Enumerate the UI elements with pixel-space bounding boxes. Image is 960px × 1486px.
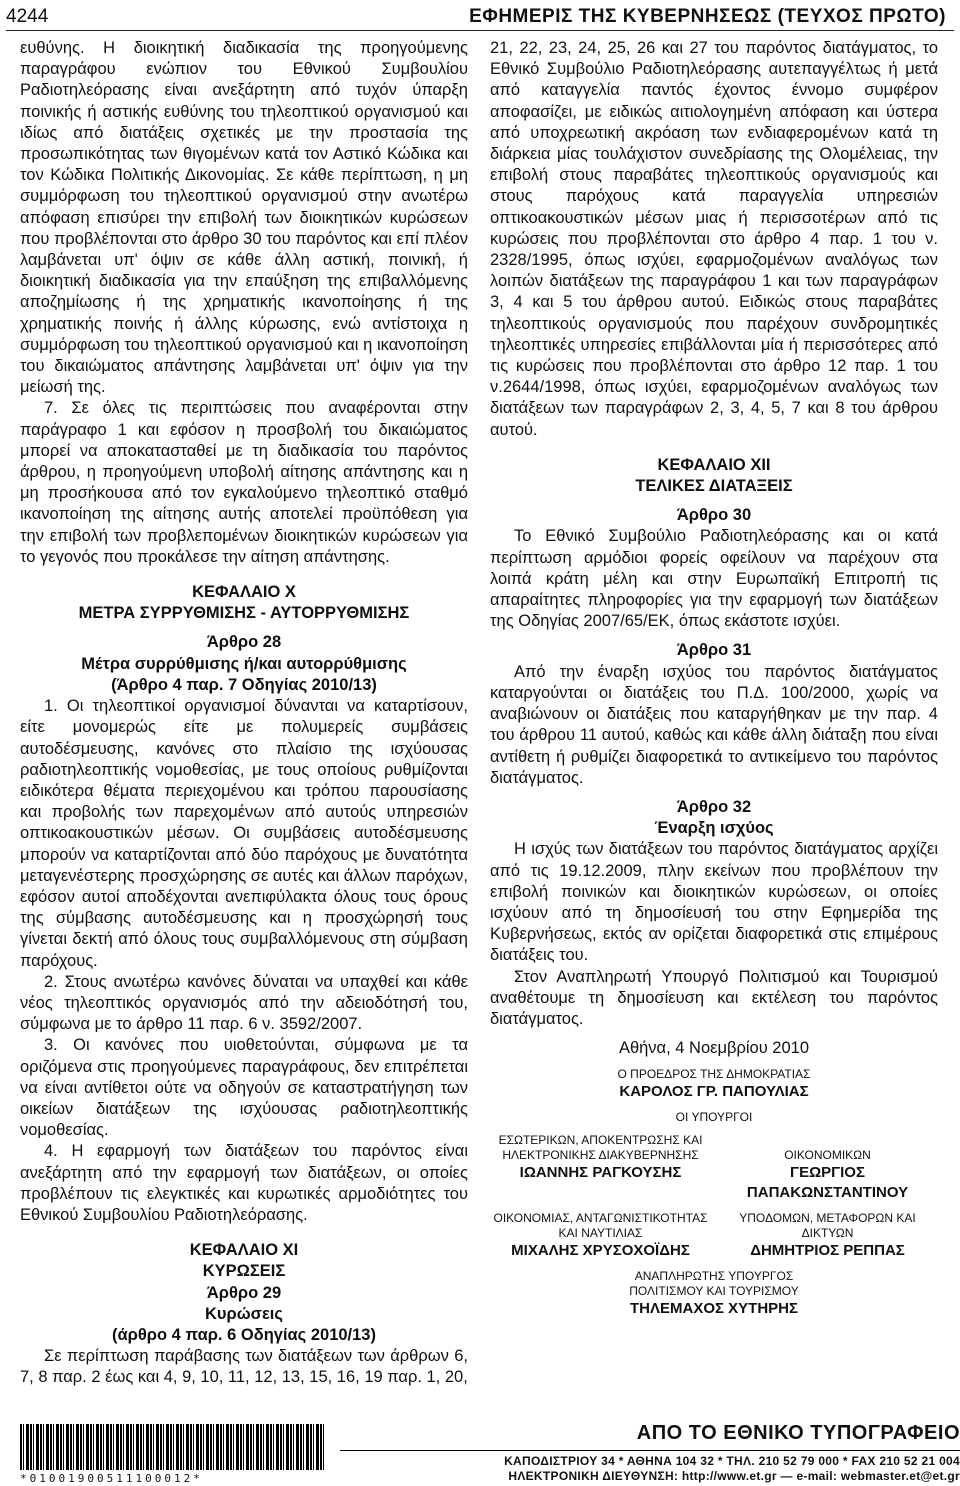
chapter-11-title: ΚΕΦΑΛΑΙΟ ΧΙ <box>189 1241 299 1260</box>
minister-1-name: ΙΩΑΝΝΗΣ ΡΑΓΚΟΥΣΗΣ <box>519 1164 682 1182</box>
ministers-label: ΟΙ ΥΠΟΥΡΓΟΙ <box>675 1110 753 1125</box>
minister-5-name: ΤΗΛΕΜΑΧΟΣ ΧΥΤΗΡΗΣ <box>629 1300 799 1318</box>
barcode <box>20 1424 326 1470</box>
article-31-title: Άρθρο 31 <box>676 641 752 660</box>
chapter-12-subtitle: ΤΕΛΙΚΕΣ ΔΙΑΤΑΞΕΙΣ <box>635 477 793 496</box>
article-30-title: Άρθρο 30 <box>676 506 752 525</box>
minister-5-role: ΑΝΑΠΛΗΡΩΤΗΣ ΥΠΟΥΡΓΟΣ ΠΟΛΙΤΙΣΜΟΥ ΚΑΙ ΤΟΥΡΙΣΜΟΥ <box>629 1269 799 1299</box>
article-28-paragraph-4: 4. Η εφαρμογή των διατάξεων του παρόντος είναι ανεξάρτητη από την εφαρμογή των διατάξεων, οι οποίες προβλέπουν τις ελεγκτικές και κυρωτικές αρμοδιότητες του Εθνικού Συμβουλίου Ραδιοτηλεόρασης. <box>20 1142 468 1224</box>
barcode-number: *01001900511100012* <box>20 1472 203 1485</box>
minister-2-name: ΓΕΩΡΓΙΟΣ ΠΑΠΑΚΩΝΣΤΑΝΤΙΝΟΥ <box>746 1164 909 1202</box>
article-28-subtitle: Μέτρα συρρύθμισης ή/και αυτορρύθμισης <box>81 654 407 673</box>
article-28-paragraph-3: 3. Οι κανόνες που υιοθετούνται, σύμφωνα με τα οριζόμενα στις προηγούμενες παραγράφους, δεν επιτρέπεται να είναι αντίθετοι ούτε να οδηγούν σε καταστρατήγηση των οικείων διατάξεων της ισχύουσας ραδιοτηλεοπτικής νομοθεσίας. <box>20 1036 468 1140</box>
chapter-12-title: ΚΕΦΑΛΑΙΟ ΧΙΙ <box>657 455 771 474</box>
printer-title: ΑΠΟ ΤΟ ΕΘΝΙΚΟ ΤΥΠΟΓΡΑΦΕΙΟ <box>636 1422 960 1444</box>
page-header <box>6 6 954 31</box>
right-column <box>490 38 938 1319</box>
minister-1-role: ΕΣΩΤΕΡΙΚΩΝ, ΑΠΟΚΕΝΤΡΩΣΗΣ ΚΑΙ ΗΛΕΚΤΡΟΝΙΚΗΣ ΔΙΑΚΥΒΕΡΝΗΣΗΣ <box>498 1133 703 1163</box>
article-28-paragraph-1: 1. Οι τηλεοπτικοί οργανισμοί δύνανται να καταρτίσουν, είτε μονομερώς είτε με πολυμερείς συμβάσεις αυτοδέσμευσης, κανόνες στο πλαίσιο της ισχύουσας ραδιοτηλεοπτικής νομοθεσίας, με τους οποίους ρυθμίζονται ειδικότερα θέματα περιεχομένου και τρόπου παρουσίασης και προβολής των παρεχομένων από αυτούς υπηρεσιών οπτικοακουστικών μέσων. Οι συμβάσεις αυτοδέσμευσης μπορούν να καταρτίζονται από δύο παρόχους με δυνατότητα μεταγενέστερης προσχώρησης σε αυτές και άλλων παρόχων, εφόσον αυτοί αποδέχονται ανεπιφύλακτα όλους τους όρους της σύμβασης αυτοδέσμευσης και η προσχώρησή τους γίνεται δεκτή από όλους τους συμβαλλόμενους στη σύμβαση παρόχους. <box>20 697 468 970</box>
president-title: Ο ΠΡΟΕΔΡΟΣ ΤΗΣ ΔΗΜΟΚΡΑΤΙΑΣ <box>617 1067 811 1082</box>
chapter-11-subtitle: ΚΥΡΩΣΕΙΣ <box>202 1262 286 1281</box>
printer-rule <box>340 1450 960 1451</box>
page-number: 4244 <box>6 6 49 27</box>
signatures-row-1 <box>490 1133 938 1203</box>
article-29-subtitle: Κυρώσεις <box>205 1304 283 1323</box>
article-28-reference: (Άρθρο 4 παρ. 7 Οδηγίας 2010/13) <box>111 675 377 694</box>
chapter-10-title: ΚΕΦΑΛΑΙΟ Χ <box>192 583 296 602</box>
left-column <box>20 38 468 1389</box>
printer-footer <box>20 1418 960 1484</box>
article-32-subtitle: Έναρξη ισχύος <box>654 819 774 838</box>
article-30-paragraph: Το Εθνικό Συμβούλιο Ραδιοτηλεόρασης και οι κατά περίπτωση αρμόδιοι φορείς οφείλουν να παρέχουν στα λοιπά κράτη μέλη και στην Ευρωπαϊκή Επιτροπή τις απαραίτητες πληροφορίες για την εφαρμογή των διατάξεων της Οδηγίας 2007/65/ΕΚ, όπως εκάστοτε ισχύει. <box>490 527 938 631</box>
minister-4-role: ΥΠΟΔΟΜΩΝ, ΜΕΤΑΦΟΡΩΝ ΚΑΙ ΔΙΚΤΥΩΝ <box>739 1211 916 1241</box>
paragraph-7: 7. Σε όλες τις περιπτώσεις που αναφέρονται στην παράγραφο 1 και εφόσον η προσβολή του δικαιώματος μπορεί να αποκατασταθεί με τη διαδικασία του παρόντος άρθρου, η προηγούμενη υποβολή αίτησης απάντησης και η μη προσήκουσα από τον εγκαλούμενο τηλεοπτικό σταθμό ικανοποίηση της αίτησης αυτής αποτελεί προϋπόθεση για την επιβολή των προβλεπομένων διοικητικών κυρώσεων για το γεγονός που προκάλεσε την αίτηση απάντησης. <box>20 399 468 566</box>
gazette-title: ΕΦΗΜΕΡΙΣ ΤΗΣ ΚΥΒΕΡΝΗΣΕΩΣ (ΤΕΥΧΟΣ ΠΡΩΤΟ) <box>469 6 946 27</box>
chapter-10-subtitle: ΜΕΤΡΑ ΣΥΡΡΥΘΜΙΣΗΣ - ΑΥΤΟΡΡΥΘΜΙΣΗΣ <box>78 604 410 623</box>
article-28-title: Άρθρο 28 <box>206 633 282 652</box>
article-29-title: Άρθρο 29 <box>206 1283 282 1302</box>
minister-4-name: ΔΗΜΗΤΡΙΟΣ ΡΕΠΠΑΣ <box>750 1242 905 1260</box>
article-29-continuation: 21, 22, 23, 24, 25, 26 και 27 του παρόντος διατάγματος, το Εθνικό Συμβούλιο Ραδιοτηλεόρασης αυτεπαγγέλτως ή μετά από καταγγελία παντός έχοντος έννομο συμφέρον αποφασίζει, με ειδικώς αιτιολογημένη απόφαση και ύστερα από υποχρεωτική ακρόαση των ενδιαφερομένων κατά τη διάρκεια μίας τουλάχιστον συνεδρίασης της Ολομέλειας, την επιβολή στους παραβάτες τηλεοπτικούς οργανισμούς και στους παρόχους κατά παραγγελία υπηρεσιών οπτικοακουστικών μέσων μιας ή περισσοτέρων από τις κυρώσεις που προβλέπονται στο άρθρο 4 παρ. 1 του ν. 2328/1995, όπως ισχύει, εφαρμοζομένων αναλόγως των λοιπών διατάξεων της παραγράφου 1 και των παραγράφων 3, 4 και 5 του άρθρου αυτού. Ειδικώς στους παραβάτες τηλεοπτικούς οργανισμούς που παρέχουν συνδρομητικές τηλεοπτικές υπηρεσίες επιβάλλονται μία ή περισσότερες από τις κυρώσεις που προβλέπονται στο άρθρο 12 παρ. 1 του ν.2644/1998, όπως ισχύει, εφαρμοζομένων αναλόγως των διατάξεων των παραγράφων 2, 3, 4, 5, 7 και 8 του άρθρου αυτού. <box>490 39 938 439</box>
president-name: ΚΑΡΟΛΟΣ ΓΡ. ΠΑΠΟΥΛΙΑΣ <box>619 1083 809 1101</box>
printer-address <box>340 1454 960 1484</box>
article-29-paragraph-1: Σε περίπτωση παράβασης των διατάξεων των άρθρων 6, 7, 8 παρ. 2 έως και 4, 9, 10, 11, 12, 13, 15, 16, 19 παρ. 1, 20, <box>20 1347 468 1387</box>
printer-address-line-1: ΚΑΠΟΔΙΣΤΡΙΟΥ 34 * ΑΘΗΝΑ 104 32 * ΤΗΛ. 210 52 79 000 * FAX 210 52 21 004 <box>504 1454 960 1468</box>
date-place: Αθήνα, 4 Νοεμβρίου 2010 <box>618 1039 810 1058</box>
signatures-row-2 <box>490 1211 938 1261</box>
minister-3-name: ΜΙΧΑΛΗΣ ΧΡΥΣΟΧΟΪΔΗΣ <box>511 1242 690 1260</box>
paragraph-continuation: ευθύνης. Η διοικητική διαδικασία της προηγούμενης παραγράφου ενώπιον του Εθνικού Συμβουλίου Ραδιοτηλεόρασης είναι ανεξάρτητη από τυχόν ύπαρξη ποινικής ή αστικής ευθύνης του τηλεοπτικού οργανισμού και ιδίως από διατάξεις σχετικές με την προστασία της προσωπικότητας των θιγομένων κατά τον Αστικό Κώδικα και τον Κώδικα Πολιτικής Δικονομίας. Σε κάθε περίπτωση, η μη συμμόρφωση του τηλεοπτικού οργανισμού στην ανωτέρω απόφαση επισύρει την επιβολή των διοικητικών κυρώσεων που προβλέπονται στο άρθρο 30 του παρόντος και επί πλέον λαμβάνεται υπ' όψιν σε κάθε άλλη αστική, ποινική, ή διοικητική διαδικασία για την επαύξηση της επιβαλλόμενης αποζημίωσης ή της χρηματικής ικανοποίησης ή της χρηματικής ποινής ή άλλης κύρωσης, ενώ αντίστοιχα η συμμόρφωση του τηλεοπτικού οργανισμού και η ικανοποίηση του δικαιώματος απάντησης λαμβάνεται υπ' όψιν για την μείωσή της. <box>20 39 468 397</box>
minister-2-role: ΟΙΚΟΝΟΜΙΚΩΝ <box>784 1148 871 1163</box>
article-32-paragraph-1: Η ισχύς των διατάξεων του παρόντος διατάγματος αρχίζει από τις 19.12.2009, πλην εκείνων που προβλέπουν την επιβολή ποινικών και διοικητικών κυρώσεων, οι οποίες ισχύουν από τη δημοσίευσή του στην Εφημερίδα της Κυβερνήσεως, εκτός αν ορίζεται διαφορετικά στις επιμέρους διατάξεις του. <box>490 840 938 965</box>
minister-3-role: ΟΙΚΟΝΟΜΙΑΣ, ΑΝΤΑΓΩΝΙΣΤΙΚΟΤΗΤΑΣ ΚΑΙ ΝΑΥΤΙΛΙΑΣ <box>493 1211 708 1241</box>
article-28-paragraph-2: 2. Στους ανωτέρω κανόνες δύναται να υπαχθεί και κάθε νέος τηλεοπτικός οργανισμός από την αδειοδότησή του, σύμφωνα με το άρθρο 11 παρ. 6 ν. 3592/2007. <box>20 972 468 1034</box>
printer-address-line-2: ΗΛΕΚΤΡΟΝΙΚΗ ΔΙΕΥΘΥΝΣΗ: http://www.et.gr — e-mail: webmaster.et@et.gr <box>508 1469 960 1483</box>
article-29-reference: (άρθρο 4 παρ. 6 Οδηγίας 2010/13) <box>112 1325 376 1344</box>
article-32-title: Άρθρο 32 <box>676 797 752 816</box>
article-31-paragraph: Από την έναρξη ισχύος του παρόντος διατάγματος καταργούνται οι διατάξεις του Π.Δ. 100/2000, χωρίς να αναβιώνουν οι διατάξεις που καταργήθηκαν με την παρ. 4 του άρθρου 11 αυτού, καθώς και κάθε άλλη διάταξη που είναι αντίθετη ή ρυθμίζει διαφορετικά το αντικείμενο του παρόντος διατάγματος. <box>490 662 938 787</box>
article-32-paragraph-2: Στον Αναπληρωτή Υπουργό Πολιτισμού και Τουρισμού αναθέτουμε τη δημοσίευση και εκτέλεση του παρόντος διατάγματος. <box>490 967 938 1028</box>
